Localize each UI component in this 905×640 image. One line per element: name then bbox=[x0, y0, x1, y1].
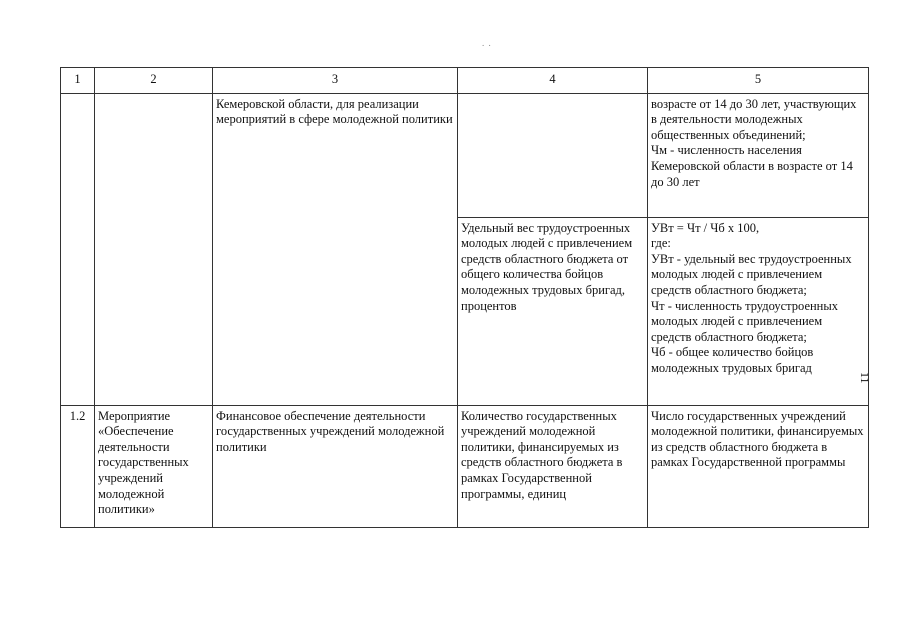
program-indicators-table bbox=[60, 67, 869, 528]
page-number: 11 bbox=[858, 372, 872, 384]
event-name-cell bbox=[95, 93, 213, 405]
header-cell-1: 1 bbox=[61, 68, 95, 94]
event-description-cell: Финансовое обеспечение деятельности государственных учреждений молодежной политики bbox=[213, 405, 458, 527]
indicator-name-cell: Удельный вес трудоустроенных молодых людей с привлечением средств областного бюджета от общего количества бойцов молодежных трудовых бригад, процентов bbox=[458, 217, 648, 405]
event-description-cell: Кемеровской области, для реализации мероприятий в сфере молодежной политики bbox=[213, 93, 458, 405]
event-name-cell: Мероприятие «Обеспечение деятельности государственных учреждений молодежной политики» bbox=[95, 405, 213, 527]
header-cell-3: 3 bbox=[213, 68, 458, 94]
indicator-name-cell bbox=[458, 93, 648, 217]
indicator-name-cell: Количество государственных учреждений молодежной политики, финансируемых из средств областного бюджета в рамках Государственной программы, единиц bbox=[458, 405, 648, 527]
header-cell-4: 4 bbox=[458, 68, 648, 94]
indicator-formula-cell: возрасте от 14 до 30 лет, участвующих в деятельности молодежных общественных объединений; Чм - численность населения Кемеровской области в возрасте от 14 до 30 лет bbox=[648, 93, 869, 217]
indicator-formula-cell: УВт = Чт / Чб x 100, где: УВт - удельный вес трудоустроенных молодых людей с привлечением средств областного бюджета; Чт - численность трудоустроенных молодых людей с привлечением средств областного бюджета; Чб - общее количество бойцов молодежных трудовых бригад bbox=[648, 217, 869, 405]
table-row bbox=[61, 93, 869, 217]
table-row bbox=[61, 405, 869, 527]
header-cell-5: 5 bbox=[648, 68, 869, 94]
top-page-mark: . . bbox=[482, 38, 492, 48]
row-number-cell: 1.2 bbox=[61, 405, 95, 527]
indicator-formula-cell: Число государственных учреждений молодежной политики, финансируемых из средств областного бюджета в рамках Государственной программы bbox=[648, 405, 869, 527]
header-cell-2: 2 bbox=[95, 68, 213, 94]
table-header-row bbox=[61, 68, 869, 94]
row-number-cell bbox=[61, 93, 95, 405]
